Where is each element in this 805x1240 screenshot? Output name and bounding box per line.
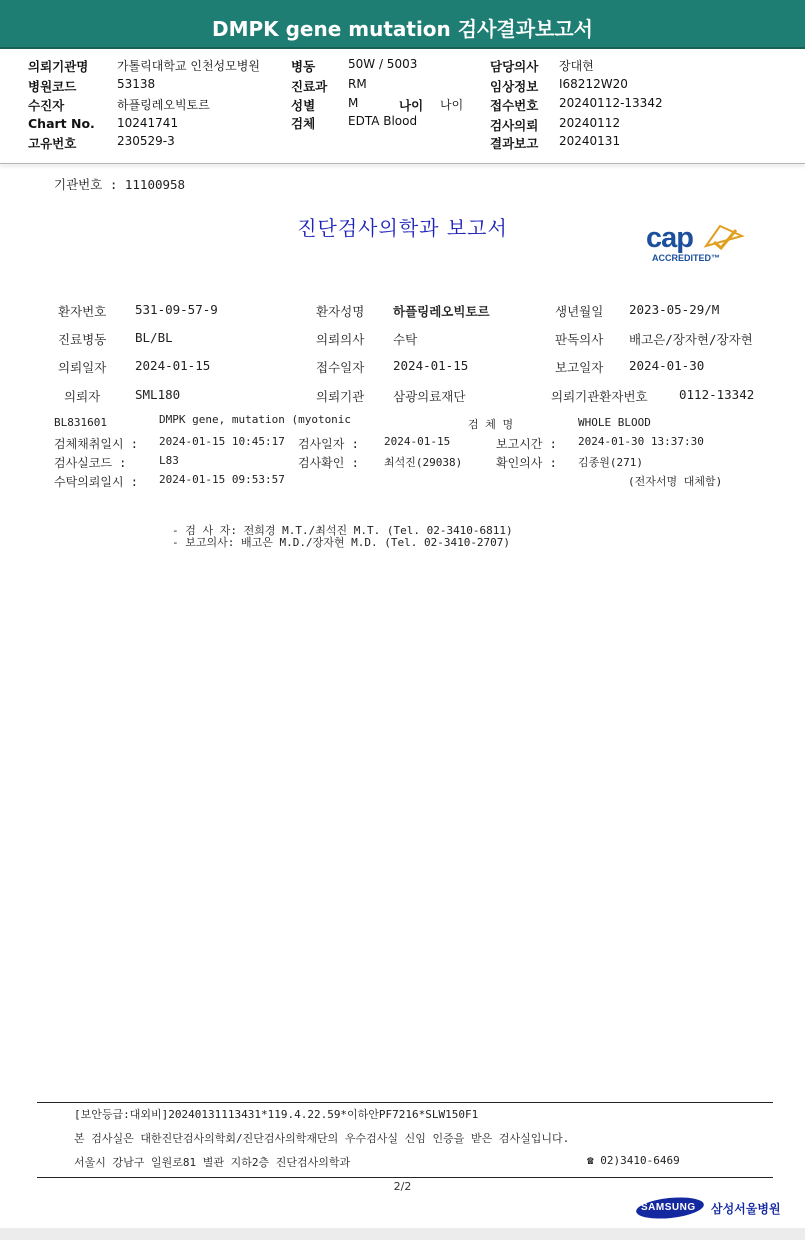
testdate-value: 2024-01-15	[384, 435, 451, 448]
report-header-title: DMPK gene mutation 검사결과보고서	[211, 17, 593, 41]
field-value: SML180	[135, 387, 181, 402]
collect-value: 2024-01-15 10:45:17	[159, 435, 285, 448]
info-value: M	[348, 96, 359, 110]
field-value: 2024-01-15	[393, 358, 469, 373]
info-label: 병동	[291, 59, 316, 74]
institution-number: 기관번호 : 11100958	[54, 177, 186, 192]
esign-note: (전자서명 대체함)	[628, 475, 723, 488]
address-line: 서울시 강남구 일원로81 별관 지하2층 진단검사의학과	[74, 1156, 351, 1169]
test-name: DMPK gene, mutation (myotonic	[159, 413, 352, 426]
info-value: 나이	[440, 98, 464, 112]
report-header-bar	[0, 0, 805, 49]
field-value: 하플링레오빅토르	[393, 304, 490, 319]
field-value: 배고은/장자현/장자현	[629, 332, 753, 347]
field-label: 의뢰의사	[316, 332, 365, 347]
info-value: 20240131	[559, 134, 621, 148]
field-value: 삼광의료재단	[393, 389, 466, 404]
field-label: 접수일자	[316, 360, 365, 375]
phone-line: ☎ 02)3410-6469	[587, 1154, 680, 1167]
field-label: 환자성명	[316, 304, 365, 319]
field-value: 0112-13342	[679, 387, 755, 402]
field-value: 2023-05-29/M	[629, 302, 720, 317]
field-label: 판독의사	[555, 332, 604, 347]
info-value: 50W / 5003	[348, 57, 418, 71]
info-label: 수진자	[28, 98, 65, 113]
info-label: 고유번호	[28, 136, 77, 151]
field-value: 2024-01-30	[629, 358, 705, 373]
info-value: 53138	[117, 77, 156, 91]
collect-label: 검체채취일시 :	[54, 437, 139, 451]
hospital-name: 삼성서울병원	[711, 1202, 781, 1216]
room-value: L83	[159, 454, 179, 467]
info-value: 하플링레오빅토르	[117, 98, 210, 112]
info-label: 검사의뢰	[490, 118, 539, 133]
field-label: 의뢰자	[64, 389, 101, 404]
info-value: 20240112	[559, 116, 621, 130]
info-label: 나이	[399, 98, 424, 113]
page-number: 2/2	[393, 1180, 412, 1193]
staff-line: - 검 사 자: 전희경 M.T./최석진 M.T. (Tel. 02-3410-6811)	[172, 524, 513, 537]
samsung-hospital-logo	[635, 1196, 781, 1220]
specimen-value: WHOLE BLOOD	[578, 416, 651, 429]
bottom-strip	[0, 1228, 805, 1240]
field-label: 진료병동	[58, 332, 107, 347]
info-label: 임상정보	[490, 79, 539, 94]
info-label: 검체	[291, 116, 316, 131]
room-label: 검사실코드 :	[54, 456, 127, 470]
info-label: Chart No.	[28, 116, 95, 131]
info-label: 결과보고	[490, 136, 539, 151]
reporttime-label: 보고시간 :	[496, 437, 557, 451]
samsung-word: SAMSUNG	[641, 1202, 696, 1213]
info-label: 진료과	[291, 79, 328, 94]
field-label: 의뢰기관환자번호	[551, 389, 648, 404]
doctor-value: 김종원(271)	[578, 456, 643, 469]
certification-line: 본 검사실은 대한진단검사의학회/진단검사의학재단의 우수검사실 신임 인증을 받은 검사실입니다.	[74, 1132, 570, 1145]
info-value: I68212W20	[559, 77, 628, 91]
info-label: 접수번호	[490, 98, 539, 113]
request-label: 수탁의뢰일시 :	[54, 475, 139, 489]
testdate-label: 검사일자 :	[298, 437, 359, 451]
doctor-label: 확인의사 :	[496, 456, 557, 470]
info-label: 병원코드	[28, 79, 77, 94]
staff-line: - 보고의사: 배고은 M.D./장자현 M.D. (Tel. 02-3410-2707)	[172, 536, 511, 549]
security-line: [보안등급:대외비]20240131113431*119.4.22.59*이하안PF7216*SLW150F1	[74, 1108, 479, 1121]
header-divider	[0, 163, 805, 164]
field-label: 의뢰일자	[58, 360, 107, 375]
confirm-label: 검사확인 :	[298, 456, 359, 470]
reporttime-value: 2024-01-30 13:37:30	[578, 435, 704, 448]
info-value: EDTA Blood	[348, 114, 418, 128]
info-value: 장대현	[559, 59, 594, 73]
confirm-value: 최석진(29038)	[384, 456, 463, 469]
field-label: 보고일자	[555, 360, 604, 375]
cap-logo-word: cap	[646, 222, 693, 254]
info-value: 20240112-13342	[559, 96, 663, 110]
footer-box	[37, 1102, 773, 1178]
cap-check-icon	[702, 220, 746, 254]
field-value: 531-09-57-9	[135, 302, 218, 317]
field-label: 생년월일	[555, 304, 604, 319]
info-value: 가톨릭대학교 인천성모병원	[117, 59, 260, 73]
field-value: 수탁	[393, 332, 418, 347]
test-code: BL831601	[54, 416, 107, 429]
cap-accredited-logo	[642, 220, 747, 268]
field-label: 환자번호	[58, 304, 107, 319]
info-value: 10241741	[117, 116, 179, 130]
specimen-label: 검 체 명	[468, 418, 514, 431]
info-label: 담당의사	[490, 59, 539, 74]
info-label: 의뢰기관명	[28, 59, 89, 74]
info-value: RM	[348, 77, 367, 91]
report-title: 진단검사의학과 보고서	[297, 216, 508, 240]
info-label: 성별	[291, 98, 316, 113]
field-value: 2024-01-15	[135, 358, 211, 373]
field-label: 의뢰기관	[316, 389, 365, 404]
field-value: BL/BL	[135, 330, 173, 345]
request-value: 2024-01-15 09:53:57	[159, 473, 285, 486]
info-value: 230529-3	[117, 134, 175, 148]
cap-logo-sub: ACCREDITED™	[652, 253, 721, 263]
